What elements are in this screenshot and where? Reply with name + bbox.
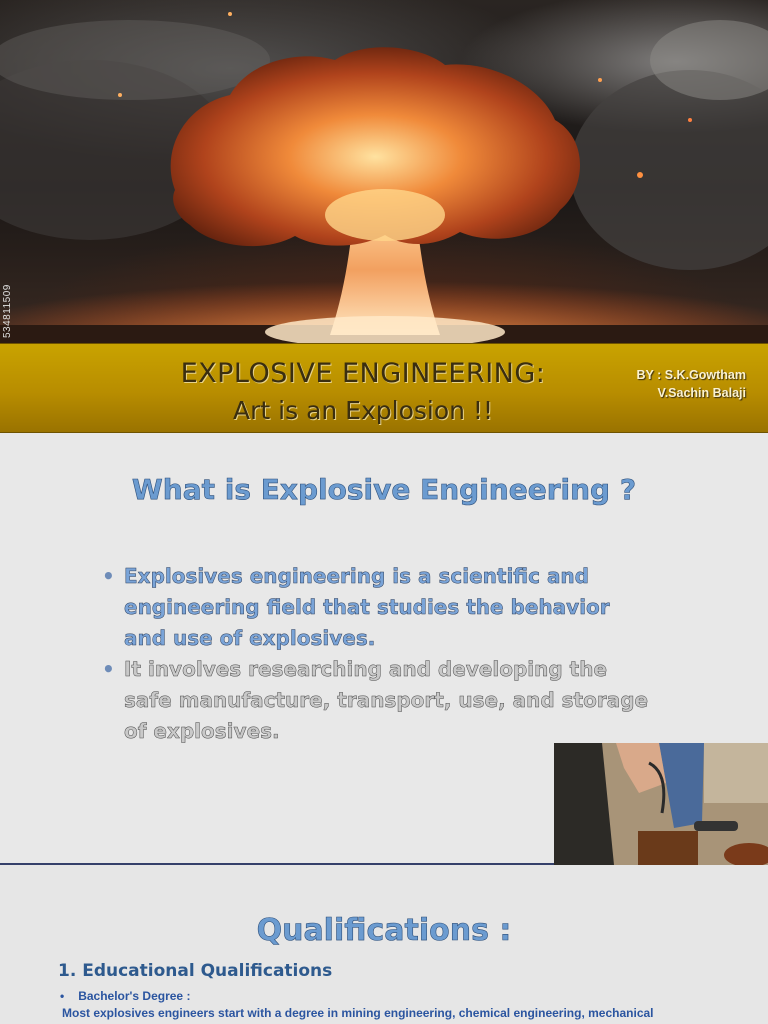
slide-what-is — [0, 433, 768, 865]
detonator-photo — [554, 743, 768, 865]
body-text: Most explosives engineers start with a degree in mining engineering, chemical engineering, mechanical — [62, 1006, 654, 1020]
list-item-label: Bachelor's Degree : — [78, 989, 191, 1003]
photo-illustration — [554, 743, 768, 865]
bullet-icon: • — [60, 989, 65, 1003]
list-item — [60, 989, 190, 1003]
list-item — [98, 654, 658, 747]
presentation-subtitle: Art is an Explosion !! — [233, 396, 493, 425]
slide-title: Qualifications : — [256, 913, 512, 948]
slide-qualifications — [0, 867, 768, 1024]
bullet-icon: • — [102, 657, 115, 681]
mushroom-cloud-illustration — [0, 0, 768, 343]
list-item-text: Explosives engineering is a scientific and engineering field that studies the behavior and use of explosives. — [124, 564, 610, 650]
hero-image — [0, 0, 768, 343]
list-item-text: It involves researching and developing the safe manufacture, transport, use, and storage of explosives. — [124, 657, 649, 743]
definition-list — [98, 561, 658, 747]
stock-image-id: 534811509 — [2, 284, 13, 338]
list-item — [98, 561, 658, 654]
presentation-title: EXPLOSIVE ENGINEERING: — [180, 358, 546, 389]
slide-title: What is Explosive Engineering ? — [131, 473, 637, 506]
title-banner — [0, 343, 768, 433]
author-credits — [636, 366, 746, 402]
bullet-icon: • — [102, 564, 115, 588]
author-line-2: V.Sachin Balaji — [657, 386, 746, 400]
section-heading: 1. Educational Qualifications — [58, 961, 333, 981]
author-line-1: BY : S.K.Gowtham — [636, 368, 746, 382]
